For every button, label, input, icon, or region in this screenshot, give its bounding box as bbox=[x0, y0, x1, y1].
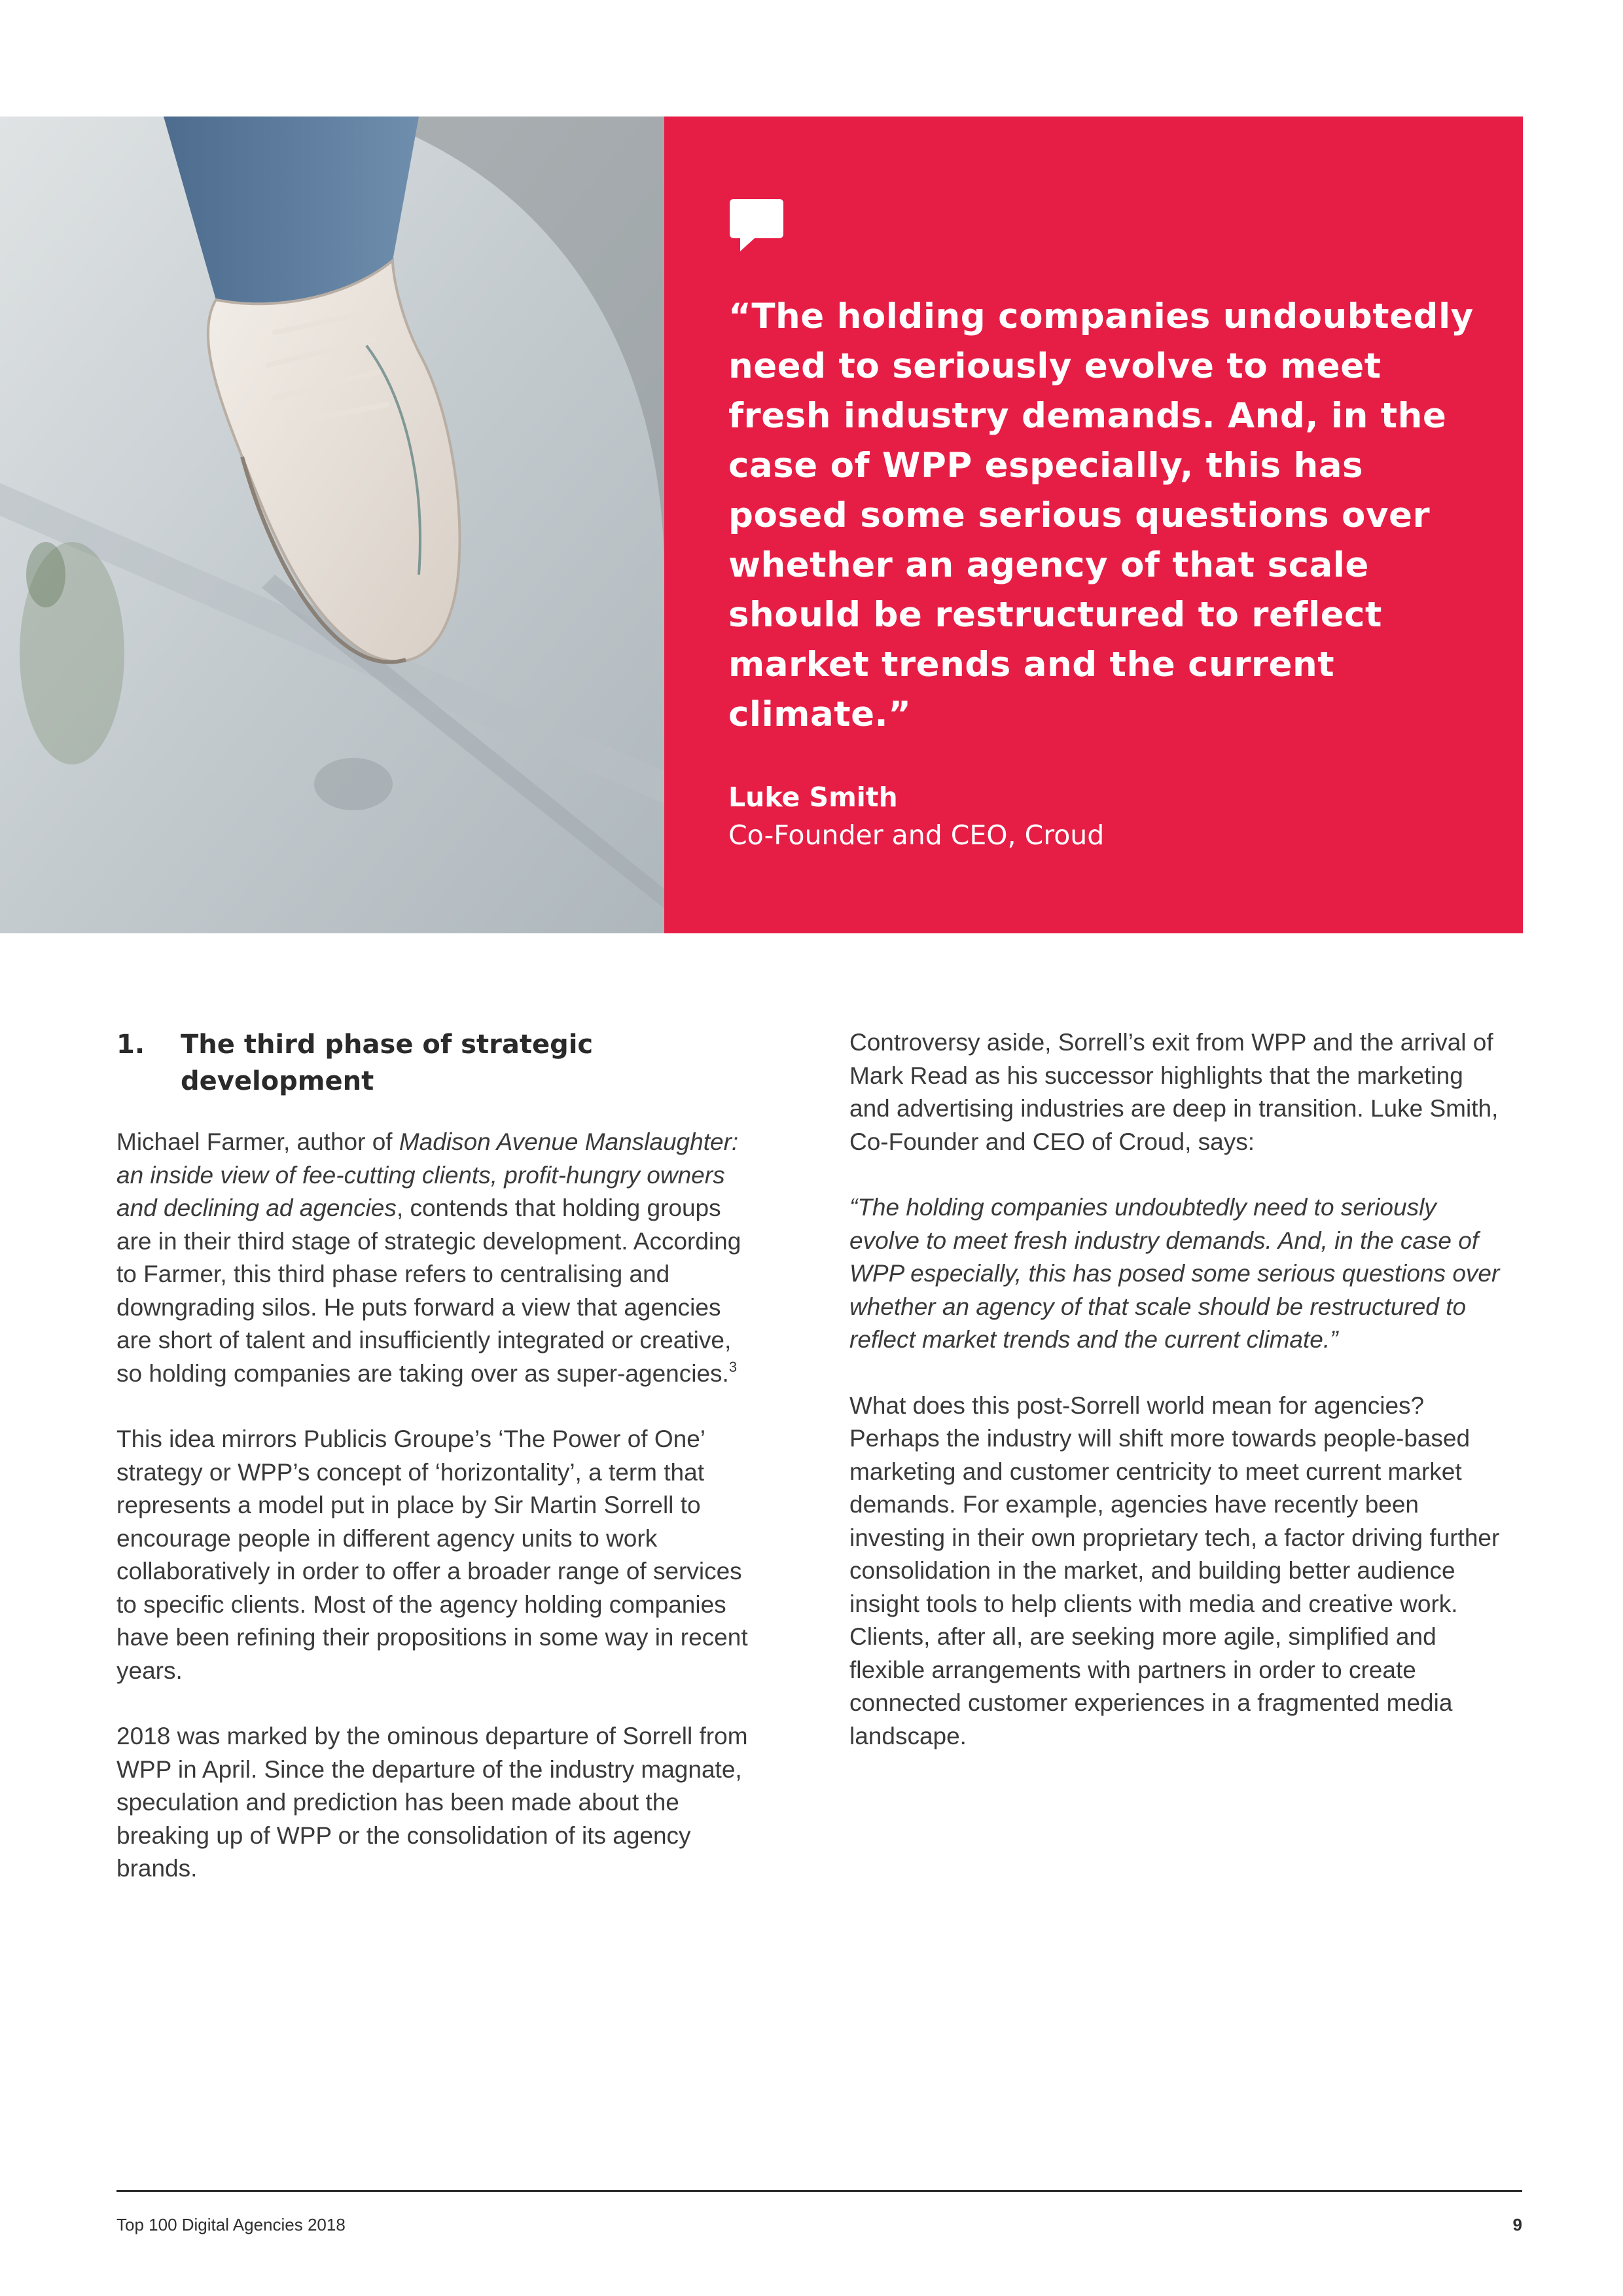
left-column bbox=[116, 1026, 758, 1918]
body-paragraph: 2018 was marked by the ominous departure of Sorrell from WPP in April. Since the departure of the industry magnate, speculation and prediction has been made about the breaking up of WPP or the consolidation of its agency brands. bbox=[116, 1723, 748, 1882]
paragraph-text: Michael Farmer, author of bbox=[116, 1128, 399, 1155]
section-number: 1. bbox=[116, 1030, 145, 1060]
speech-bubble-icon bbox=[728, 196, 785, 253]
section-heading bbox=[116, 1026, 758, 1100]
pull-quote-panel bbox=[664, 117, 1523, 933]
footer-publication-title: Top 100 Digital Agencies 2018 bbox=[116, 2215, 346, 2234]
body-paragraph: What does this post-Sorrell world mean for agencies? Perhaps the industry will shift more towards people-based marketing and customer centricity to meet current market demands. For example, agencies have recently been investing in their own proprietary tech, a factor driving further consolidation in the market, and building better audience insight tools to help clients with media and creative work. Clients, after all, are seeking more agile, simplified and flexible arrangements with partners in order to create connected customer experiences in a fragmented media landscape. bbox=[849, 1391, 1500, 1749]
body-paragraph: Controversy aside, Sorrell’s exit from WPP and the arrival of Mark Read as his successor highlights that the marketing and advertising industries are deep in transition. Luke Smith, Co-Founder and CEO of Croud, says: bbox=[849, 1029, 1499, 1155]
quote-author: Luke Smith bbox=[728, 781, 898, 813]
sneaker-illustration bbox=[0, 117, 664, 933]
page-number: 9 bbox=[1512, 2215, 1522, 2234]
paragraph-text: , contends that holding groups are in their third stage of strategic development. According to Farmer, this third phase refers to centralising and downgrading silos. He puts forward a view that agencies are short of talent and insufficiently integrated or creative, so holding companies are taking over as super-agencies. bbox=[116, 1194, 741, 1387]
quoted-paragraph: “The holding companies undoubtedly need to seriously evolve to meet fresh industry demands. And, in the case of WPP especially, this has posed some serious questions over whether an agency of that scale should be restructured to reflect market trends and the current climate.” bbox=[849, 1194, 1500, 1353]
footnote-reference: 3 bbox=[728, 1358, 738, 1375]
book-title: Madison Avenue Manslaughter: an inside view of fee-cutting clients, profit-hungry owners and declining ad agencies bbox=[116, 1128, 739, 1221]
section-title: The third phase of strategic development bbox=[181, 1030, 594, 1096]
right-column bbox=[849, 1026, 1504, 1785]
body-paragraph bbox=[116, 1126, 758, 1390]
pull-quote-text: “The holding companies undoubtedly need to seriously evolve to meet fresh industry demands. And, in the case of WPP especially, this has posed some serious questions over whether an agency of that scale should be restructured to reflect market trends and the current climate.” bbox=[728, 296, 1474, 734]
body-paragraph: This idea mirrors Publicis Groupe’s ‘The Power of One’ strategy or WPP’s concept of ‘horizontality’, a term that represents a model put in place by Sir Martin Sorrell to encourage people in different agency units to work collaboratively in order to offer a broader range of services to specific clients. Most of the agency holding companies have been refining their propositions in some way in recent years. bbox=[116, 1426, 748, 1684]
sneaker-photo bbox=[0, 117, 664, 933]
footer-divider bbox=[116, 2190, 1522, 2192]
quote-author-role: Co-Founder and CEO, Croud bbox=[728, 819, 1105, 851]
